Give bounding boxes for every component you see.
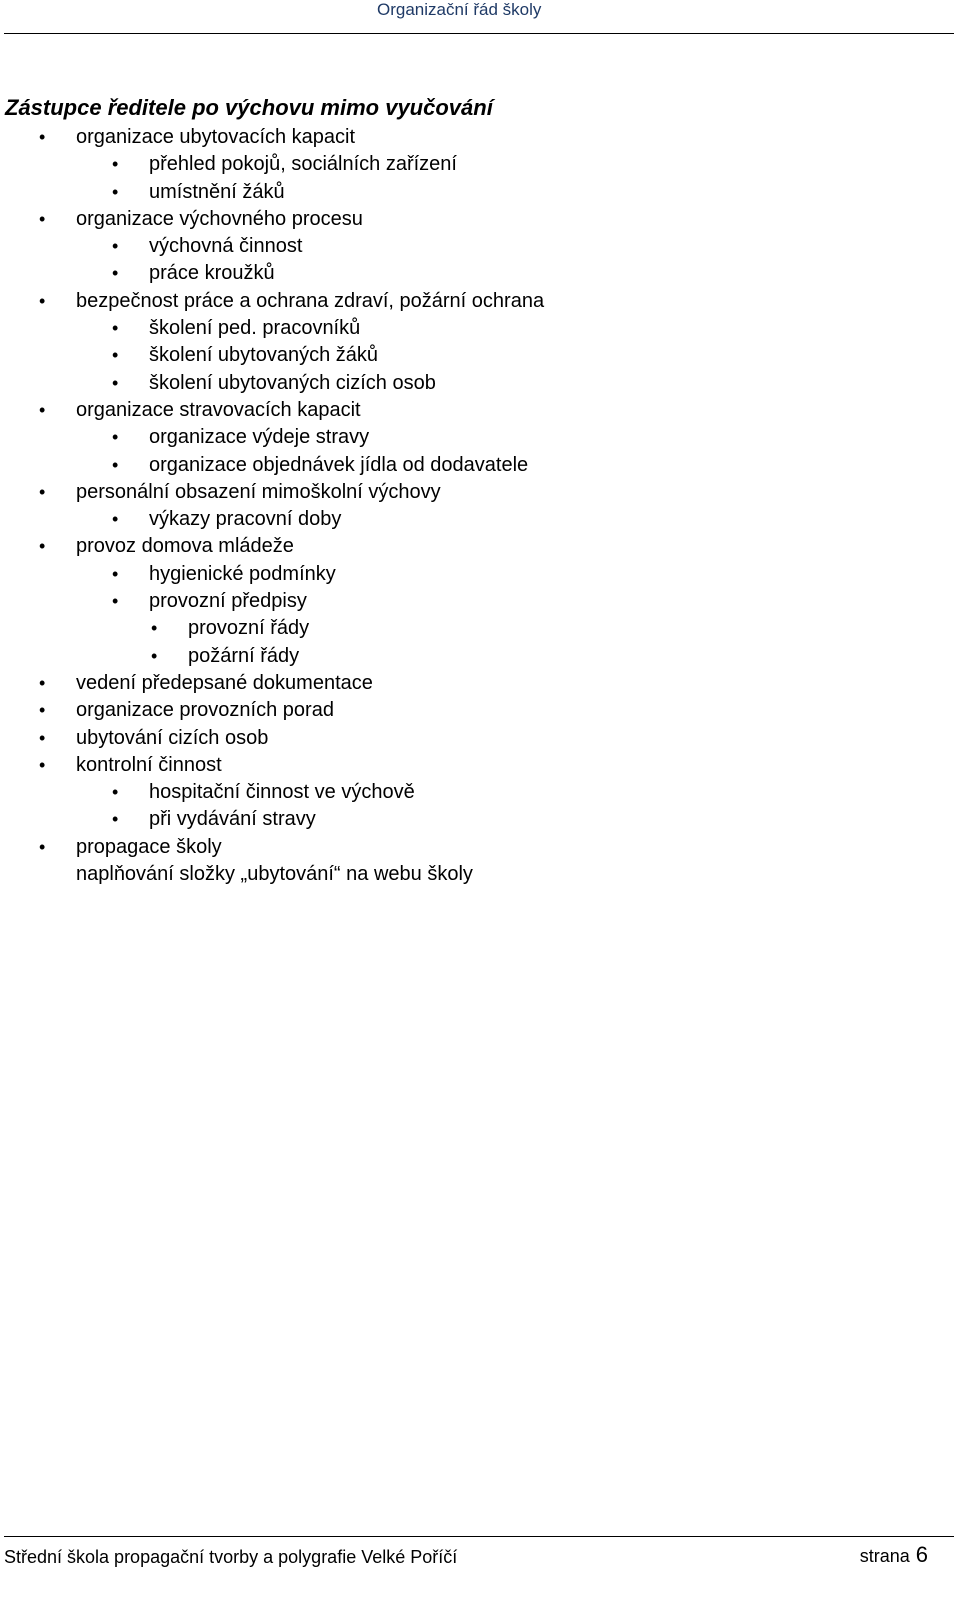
list-item [0, 533, 960, 560]
list-item-text: organizace výchovného procesu [76, 207, 363, 230]
bullet-icon: • [112, 372, 119, 393]
bullet-icon: • [112, 263, 119, 284]
list-item-text: organizace výdeje stravy [149, 426, 370, 449]
bullet-icon: • [39, 481, 46, 502]
list-item-text: ubytování cizích osob [76, 726, 269, 749]
bullet-icon: • [39, 836, 46, 857]
list-item-text: organizace provozních porad [76, 699, 334, 722]
list-item-text: školení ubytovaných cizích osob [149, 371, 436, 394]
bullet-icon: • [112, 509, 119, 530]
list-item-text: vedení předepsané dokumentace [76, 671, 373, 694]
bullet-icon: • [39, 399, 46, 420]
list-item [0, 479, 960, 506]
bullet-icon: • [112, 181, 119, 202]
list-item [0, 806, 960, 833]
bullet-icon: • [39, 290, 46, 311]
list-item [0, 124, 960, 151]
bullet-icon: • [112, 563, 119, 584]
bullet-icon: • [112, 345, 119, 366]
list-item [0, 725, 960, 752]
list-item [0, 506, 960, 533]
list-item-text: umístnění žáků [149, 180, 285, 203]
list-item [0, 424, 960, 451]
bullet-icon: • [112, 236, 119, 257]
list-item [0, 615, 960, 642]
list-item-text: organizace objednávek jídla od dodavatele [149, 453, 529, 476]
bullet-icon: • [112, 427, 119, 448]
page-number [860, 1542, 928, 1571]
list-item-text: hospitační činnost ve výchově [149, 781, 415, 804]
header-divider [4, 33, 954, 34]
bullet-icon: • [112, 809, 119, 830]
header-title: Organizační řád školy [377, 0, 542, 19]
list-item [0, 834, 960, 861]
list-item [0, 151, 960, 178]
bullet-icon: • [112, 318, 119, 339]
list-item [0, 588, 960, 615]
bullet-icon: • [39, 536, 46, 557]
bullet-icon: • [112, 154, 119, 175]
bullet-icon: • [39, 754, 46, 775]
bullet-icon: • [39, 672, 46, 693]
page-header [0, 0, 960, 34]
page-footer [0, 1530, 960, 1570]
list-item-text: organizace stravovacích kapacit [76, 398, 361, 421]
list-item-text: školení ped. pracovníků [149, 317, 361, 340]
list-item [0, 260, 960, 287]
list-item-text: při vydávání stravy [149, 808, 316, 831]
responsibilities-list [0, 124, 960, 888]
list-item-text: provoz domova mládeže [76, 535, 294, 558]
list-item-text: hygienické podmínky [149, 562, 336, 585]
list-item-text: požární řády [188, 644, 300, 667]
list-item [0, 342, 960, 369]
list-item [0, 561, 960, 588]
footer-school-name: Střední škola propagační tvorby a polygrafie Velké Poříčí [4, 1547, 458, 1567]
list-item [0, 670, 960, 697]
list-item [0, 288, 960, 315]
list-item-text: školení ubytovaných žáků [149, 344, 379, 367]
list-item-text: organizace ubytovacích kapacit [76, 126, 356, 148]
list-item-text: propagace školy [76, 835, 222, 858]
list-item-text: personální obsazení mimoškolní výchovy [76, 480, 441, 503]
page-number-value: 6 [915, 1542, 928, 1567]
list-item-text: bezpečnost práce a ochrana zdraví, požární ochrana [76, 289, 545, 312]
bullet-icon: • [112, 591, 119, 612]
bullet-icon: • [151, 618, 158, 639]
list-item [0, 315, 960, 342]
bullet-icon: • [112, 782, 119, 803]
list-item-text: přehled pokojů, sociálních zařízení [149, 153, 457, 176]
list-item [0, 397, 960, 424]
list-item [0, 206, 960, 233]
list-item-text: kontrolní činnost [76, 753, 222, 776]
list-item [0, 370, 960, 397]
bullet-icon: • [39, 727, 46, 748]
bullet-icon: • [112, 454, 119, 475]
list-item [0, 861, 960, 888]
bullet-icon: • [151, 645, 158, 666]
bullet-icon: • [39, 208, 46, 229]
list-item-text: provozní řády [188, 617, 310, 640]
list-item-text: práce kroužků [149, 262, 275, 285]
bullet-icon: • [39, 127, 46, 147]
list-item [0, 779, 960, 806]
list-item-text: výchovná činnost [149, 235, 303, 258]
section-title: Zástupce ředitele po výchovu mimo vyučování [5, 95, 493, 120]
bullet-icon: • [39, 700, 46, 721]
list-item-text: provozní předpisy [149, 590, 307, 613]
list-item-text: výkazy pracovní doby [149, 508, 342, 531]
list-item [0, 697, 960, 724]
list-item [0, 179, 960, 206]
page-label: strana [859, 1546, 910, 1566]
list-item [0, 752, 960, 779]
footer-divider [4, 1536, 954, 1537]
list-item [0, 233, 960, 260]
list-item [0, 643, 960, 670]
list-item [0, 452, 960, 479]
list-item-text: naplňování složky „ubytování“ na webu školy [76, 863, 473, 886]
